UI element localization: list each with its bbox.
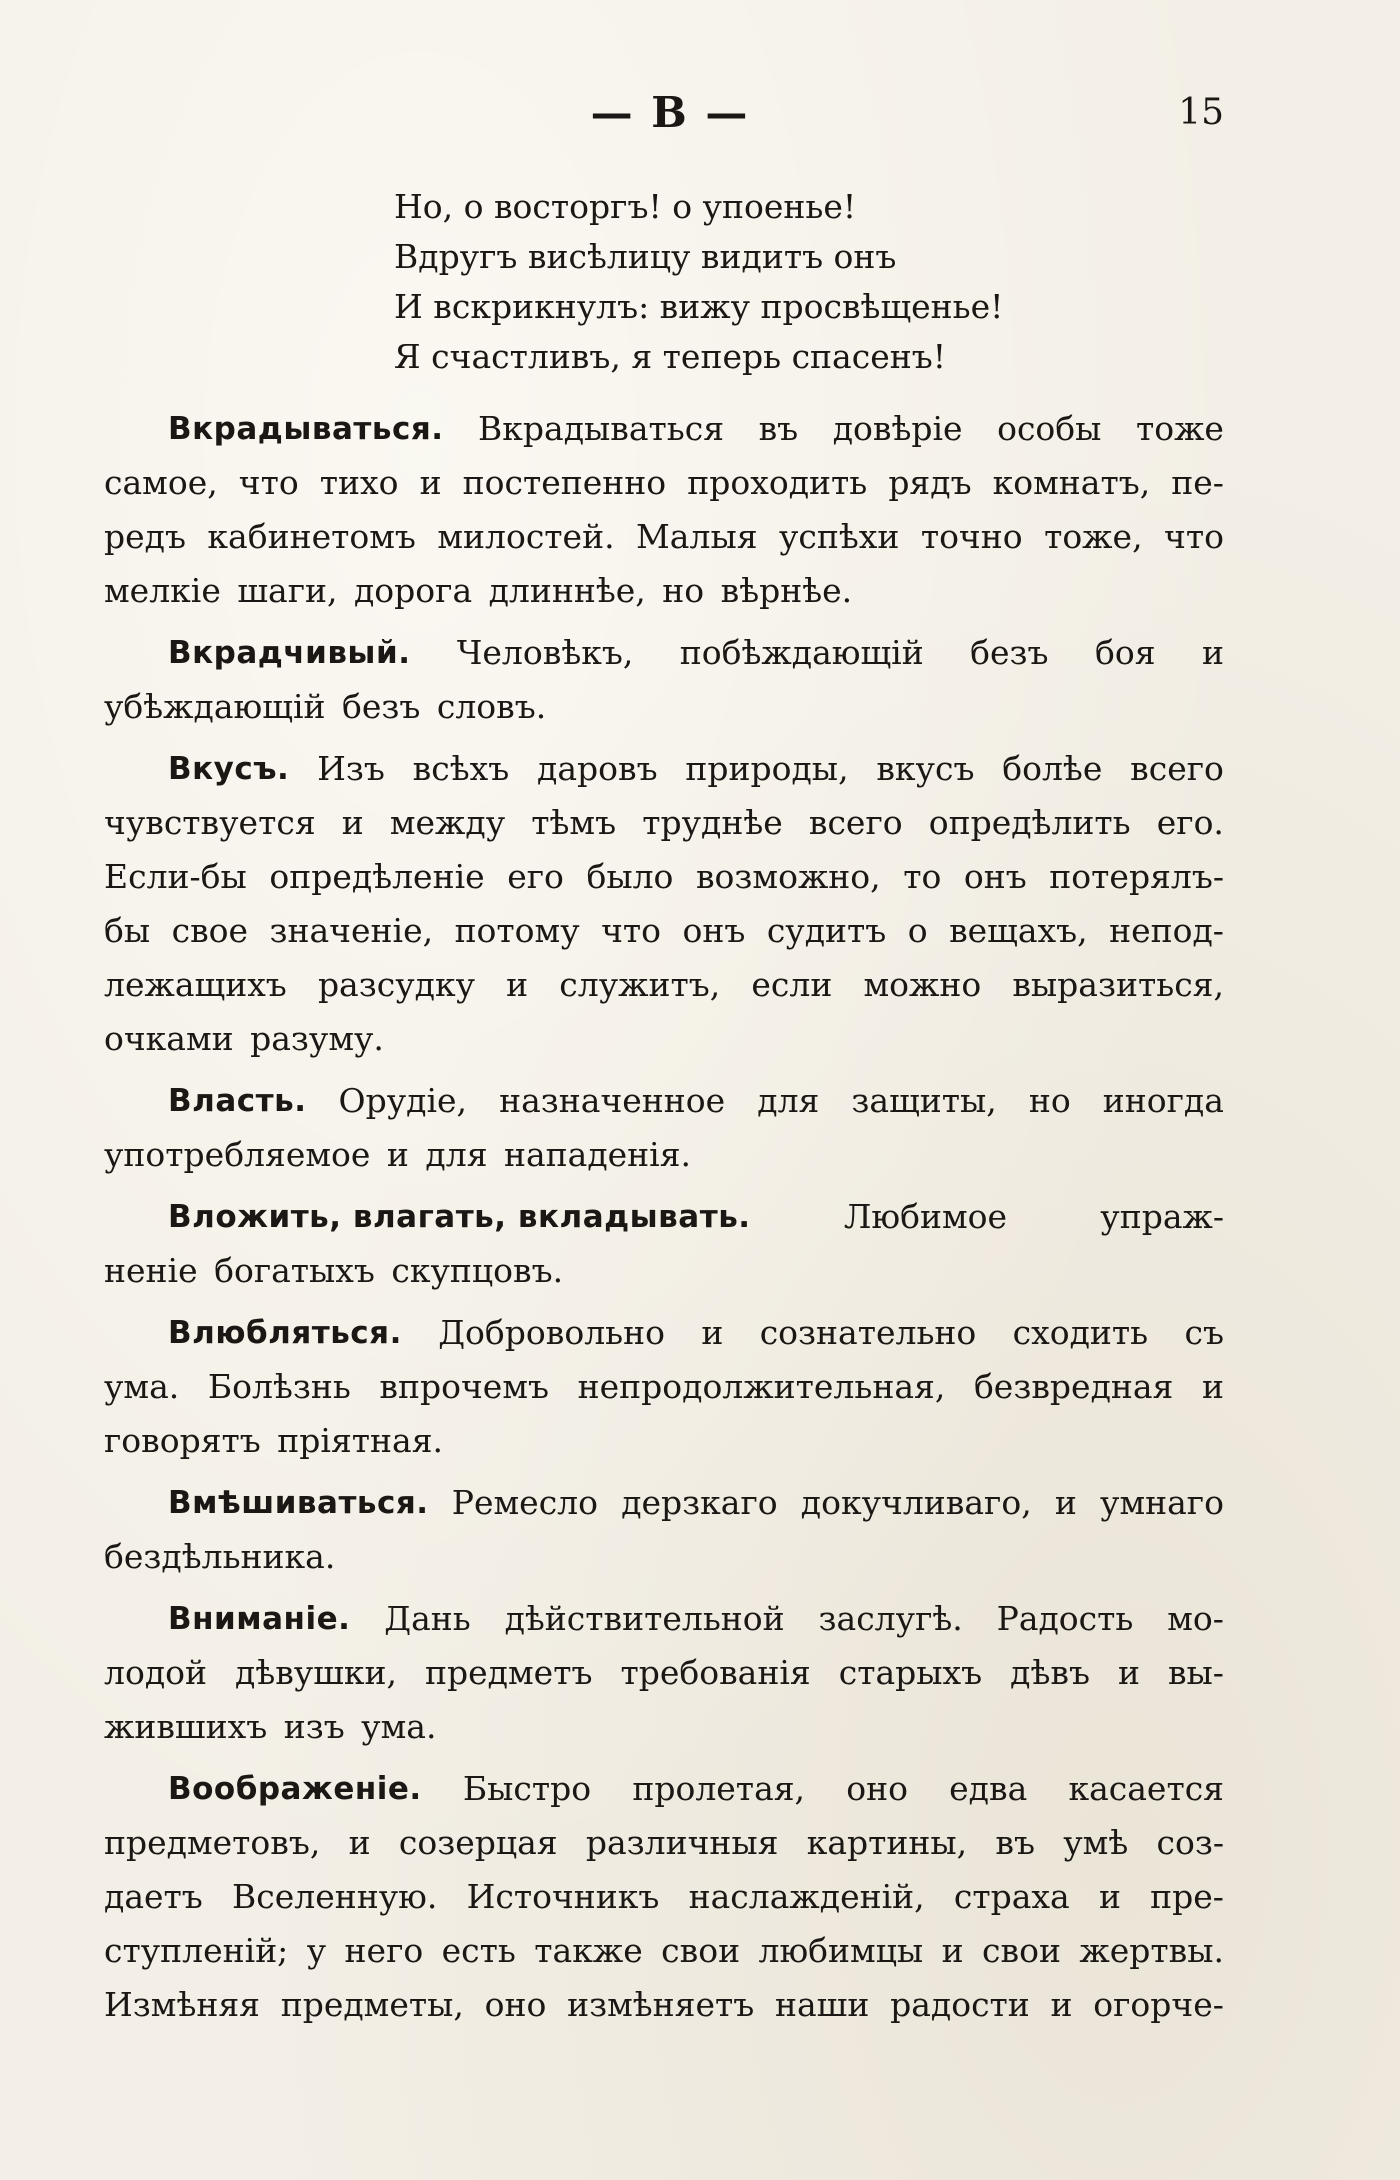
poem-line: Вдругъ висѣлицу видитъ онъ <box>394 237 897 276</box>
word: предметовъ, <box>104 1823 321 1862</box>
word: но <box>1028 1081 1071 1120</box>
dictionary-entry <box>104 626 1224 734</box>
word: комнатъ, <box>992 463 1151 502</box>
word: боя <box>1094 633 1156 672</box>
text-line <box>104 1816 1224 1870</box>
word: если <box>751 965 833 1004</box>
text-line <box>104 1870 1224 1924</box>
word: Ремесло <box>451 1483 599 1522</box>
word: иногда <box>1102 1081 1224 1120</box>
word: измѣняетъ <box>567 1985 755 2024</box>
word: наши <box>775 1985 870 2024</box>
word: соз- <box>1156 1823 1224 1862</box>
entry-term: Власть. <box>168 1083 307 1119</box>
word: ума. <box>104 1367 180 1406</box>
text-line <box>104 626 1224 680</box>
text-line <box>104 1924 1224 1978</box>
dictionary-entry <box>104 742 1224 1066</box>
word: труднѣе <box>642 803 783 842</box>
word: сознательно <box>759 1313 977 1352</box>
dictionary-entry <box>104 1190 1224 1298</box>
word: выразиться, <box>1012 965 1224 1004</box>
entry-term: Влюбляться. <box>168 1315 402 1351</box>
page-number: 15 <box>1178 92 1224 133</box>
line-text: очками разуму. <box>104 1019 384 1058</box>
word: умнаго <box>1100 1483 1224 1522</box>
word: непродолжительная, <box>577 1367 946 1406</box>
line-text: бездѣльника. <box>104 1537 336 1576</box>
line-text: неніе богатыхъ скупцовъ. <box>104 1251 564 1290</box>
word: довѣріе <box>832 409 963 448</box>
entry-term: Вкрадчивый. <box>168 635 411 671</box>
text-line <box>104 796 1224 850</box>
word: лодой <box>104 1653 208 1692</box>
text-line <box>104 1978 1224 2032</box>
word: свои <box>661 1931 741 1970</box>
word: созерцая <box>398 1823 558 1862</box>
word: между <box>389 803 506 842</box>
text-line <box>104 510 1224 564</box>
word: наслажденій, <box>688 1877 925 1916</box>
word: разсудку <box>317 965 475 1004</box>
text-line <box>104 402 1224 456</box>
word: дерзкаго <box>621 1483 778 1522</box>
word: Изъ <box>317 749 385 788</box>
entry-term: Вмѣшиваться. <box>168 1485 429 1521</box>
word: жертвы. <box>1079 1931 1224 1970</box>
text-line <box>104 1074 1224 1128</box>
word: всѣхъ <box>412 749 510 788</box>
word: предметы, <box>280 1985 464 2024</box>
text-line <box>104 564 1224 618</box>
text-line <box>104 456 1224 510</box>
text-line <box>104 1530 1224 1584</box>
word: оно <box>484 1985 547 2024</box>
word: кабинетомъ <box>207 517 416 556</box>
word: и <box>1050 1985 1073 2024</box>
text-line <box>104 1306 1224 1360</box>
text-line <box>104 904 1224 958</box>
text-line <box>104 1128 1224 1182</box>
text-line <box>104 742 1224 796</box>
dictionary-entry <box>104 402 1224 618</box>
word: для <box>757 1081 820 1120</box>
word: значеніе, <box>269 911 434 950</box>
word: природы, <box>685 749 849 788</box>
line-text: употребляемое и для нападенія. <box>104 1135 692 1174</box>
text-line <box>104 1476 1224 1530</box>
word: служитъ, <box>559 965 721 1004</box>
word: съ <box>1184 1313 1224 1352</box>
word: и <box>348 1823 371 1862</box>
text-line <box>104 680 1224 734</box>
word: упраж- <box>1100 1197 1224 1236</box>
word: радости <box>890 1985 1030 2024</box>
word: всего <box>1130 749 1224 788</box>
word: ступленій; <box>104 1931 289 1970</box>
dictionary-entry <box>104 1074 1224 1182</box>
word: заслугѣ. <box>818 1599 963 1638</box>
word: сходить <box>1012 1313 1149 1352</box>
text-line <box>104 1360 1224 1414</box>
word: и <box>1201 633 1224 672</box>
word: касается <box>1068 1769 1224 1808</box>
word: едва <box>949 1769 1028 1808</box>
word: тихо <box>319 463 399 502</box>
poem-line: Но, о восторгъ! о упоенье! <box>394 187 857 226</box>
text-line <box>104 1012 1224 1066</box>
word: и <box>1117 1653 1140 1692</box>
word: и <box>1054 1483 1077 1522</box>
word: безъ <box>970 633 1049 672</box>
entry-term: Вниманіе. <box>168 1601 351 1637</box>
word: тѣмъ <box>531 803 617 842</box>
entry-term: Вкрадываться. <box>168 411 444 447</box>
word: опредѣлить <box>928 803 1131 842</box>
text-line <box>104 958 1224 1012</box>
word: непод- <box>1109 911 1224 950</box>
word: о <box>907 911 928 950</box>
word: впрочемъ <box>379 1367 549 1406</box>
dictionary-entry <box>104 1592 1224 1754</box>
word: постепенно <box>462 463 667 502</box>
word: умѣ <box>1063 1823 1129 1862</box>
word: побѣждающій <box>679 633 924 672</box>
word: и <box>506 965 529 1004</box>
word: дѣвъ <box>1010 1653 1090 1692</box>
poem-line: И вскрикнулъ: вижу просвѣщенье! <box>394 287 1004 326</box>
word: мо- <box>1167 1599 1224 1638</box>
word: вещахъ, <box>949 911 1088 950</box>
poem-line: Я счастливъ, я теперь спасенъ! <box>394 337 946 376</box>
word: проходить <box>687 463 868 502</box>
word: можно <box>863 965 982 1004</box>
word: безвредная <box>973 1367 1174 1406</box>
word: редъ <box>104 517 186 556</box>
word: и <box>1201 1367 1224 1406</box>
word: точно <box>920 517 1023 556</box>
entry-term: Вложить, влагать, вкладывать. <box>168 1199 751 1235</box>
line-text: убѣждающій безъ словъ. <box>104 687 547 726</box>
word: и <box>941 1931 964 1970</box>
word: онъ <box>682 911 746 950</box>
line-text: мелкіе шаги, дорога длиннѣе, но вѣрнѣе. <box>104 571 853 610</box>
word: онъ <box>963 857 1027 896</box>
word: Быстро <box>462 1769 592 1808</box>
dictionary-entries <box>104 402 1224 2040</box>
word: и <box>1098 1877 1121 1916</box>
word: даровъ <box>537 749 658 788</box>
word: старыхъ <box>838 1653 983 1692</box>
word: вы- <box>1167 1653 1224 1692</box>
word: Вселенную. <box>232 1877 438 1916</box>
dictionary-entry <box>104 1762 1224 2032</box>
word: защиты, <box>851 1081 997 1120</box>
word: опредѣленіе <box>269 857 485 896</box>
word: картины, <box>806 1823 968 1862</box>
word: потерялъ- <box>1049 857 1224 896</box>
word: свое <box>171 911 249 950</box>
line-text: жившихъ изъ ума. <box>104 1707 437 1746</box>
word: то <box>903 857 942 896</box>
section-letter: — В — <box>590 88 750 137</box>
word: Дань <box>384 1599 471 1638</box>
word: что <box>238 463 299 502</box>
word: у <box>306 1931 327 1970</box>
word: бы <box>104 911 151 950</box>
word: его. <box>1156 803 1224 842</box>
word: его <box>507 857 564 896</box>
page-header <box>0 88 1400 138</box>
text-line <box>104 1244 1224 1298</box>
word: огорче- <box>1093 1985 1224 2024</box>
word: чувствуется <box>104 803 316 842</box>
word: Если-бы <box>104 857 247 896</box>
word: Человѣкъ, <box>456 633 634 672</box>
dictionary-entry <box>104 1306 1224 1468</box>
word: Вкрадываться <box>478 409 725 448</box>
word: Добровольно <box>438 1313 665 1352</box>
word: него <box>344 1931 424 1970</box>
word: предметъ <box>425 1653 593 1692</box>
text-line <box>104 1414 1224 1468</box>
text-line <box>104 1592 1224 1646</box>
word: что <box>1164 517 1224 556</box>
word: Малыя <box>636 517 758 556</box>
word: докучливаго, <box>800 1483 1032 1522</box>
word: пре- <box>1150 1877 1224 1916</box>
dictionary-entry <box>104 1476 1224 1584</box>
word: вкусъ <box>876 749 975 788</box>
word: потому <box>454 911 580 950</box>
word: болѣе <box>1002 749 1103 788</box>
word: возможно, <box>695 857 881 896</box>
word: и <box>341 803 364 842</box>
word: Измѣняя <box>104 1985 260 2024</box>
word: есть <box>441 1931 516 1970</box>
word: требованія <box>620 1653 811 1692</box>
word: Любимое <box>843 1197 1008 1236</box>
word: также <box>534 1931 643 1970</box>
text-line <box>104 850 1224 904</box>
text-line <box>104 1646 1224 1700</box>
word: оно <box>846 1769 908 1808</box>
word: успѣхи <box>778 517 900 556</box>
text-line <box>104 1190 1224 1244</box>
word: было <box>586 857 674 896</box>
word: дѣвушки, <box>235 1653 398 1692</box>
word: тоже, <box>1044 517 1143 556</box>
word: самое, <box>104 463 218 502</box>
word: различныя <box>585 1823 779 1862</box>
word: въ <box>758 409 799 448</box>
text-line <box>104 1700 1224 1754</box>
word: что <box>601 911 662 950</box>
text-line <box>104 1762 1224 1816</box>
line-text: говорятъ пріятная. <box>104 1421 444 1460</box>
word: даетъ <box>104 1877 203 1916</box>
word: пе- <box>1171 463 1224 502</box>
word: рядъ <box>888 463 972 502</box>
word: дѣйствительной <box>504 1599 785 1638</box>
word: Источникъ <box>466 1877 660 1916</box>
word: всего <box>808 803 903 842</box>
word: свои <box>982 1931 1061 1970</box>
word: тоже <box>1135 409 1224 448</box>
word: назначенное <box>499 1081 726 1120</box>
word: лежащихъ <box>104 965 287 1004</box>
word: любимцы <box>758 1931 924 1970</box>
entry-term: Воображеніе. <box>168 1771 422 1807</box>
poem-stanza <box>394 182 1094 382</box>
word: особы <box>997 409 1102 448</box>
word: въ <box>995 1823 1035 1862</box>
word: милостей. <box>437 517 615 556</box>
word: и <box>419 463 442 502</box>
entry-term: Вкусъ. <box>168 751 290 787</box>
word: Радость <box>996 1599 1134 1638</box>
word: пролетая, <box>632 1769 806 1808</box>
word: Орудіе, <box>338 1081 468 1120</box>
word: и <box>701 1313 724 1352</box>
word: страха <box>953 1877 1070 1916</box>
word: судитъ <box>766 911 887 950</box>
word: Болѣзнь <box>207 1367 351 1406</box>
